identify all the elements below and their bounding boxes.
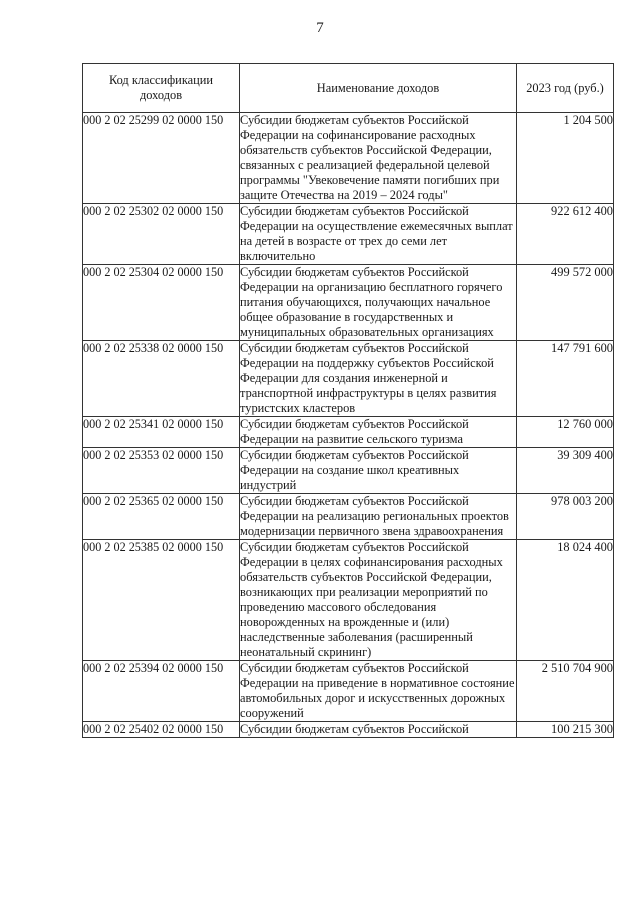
amount: 100 215 300	[517, 722, 614, 738]
revenue-name: Субсидии бюджетам субъектов Российской Федерации на создание школ креативных индустрий	[240, 448, 517, 494]
table-row	[83, 494, 614, 540]
page-number: 7	[316, 20, 324, 36]
table-row	[83, 722, 614, 738]
classification-code: 000 2 02 25302 02 0000 150	[83, 204, 240, 265]
revenue-name: Субсидии бюджетам субъектов Российской Федерации на приведение в нормативное состояние автомобильных дорог и искусственных дорожных сооружений	[240, 661, 517, 722]
amount: 18 024 400	[517, 540, 614, 661]
table-row	[83, 265, 614, 341]
amount: 12 760 000	[517, 417, 614, 448]
revenue-name: Субсидии бюджетам субъектов Российской Федерации на развитие сельского туризма	[240, 417, 517, 448]
amount: 2 510 704 900	[517, 661, 614, 722]
revenue-name: Субсидии бюджетам субъектов Российской Федерации на поддержку субъектов Российской Федерации для создания инженерной и транспортной инфраструктуры в целях развития туристских кластеров	[240, 341, 517, 417]
classification-code: 000 2 02 25304 02 0000 150	[83, 265, 240, 341]
revenue-name: Субсидии бюджетам субъектов Российской Федерации на организацию бесплатного горячего питания обучающихся, получающих начальное общее образование в государственных и муниципальных образовательных организациях	[240, 265, 517, 341]
amount: 147 791 600	[517, 341, 614, 417]
table-row	[83, 113, 614, 204]
classification-code: 000 2 02 25338 02 0000 150	[83, 341, 240, 417]
column-header-amount: 2023 год (руб.)	[517, 64, 614, 113]
revenue-name: Субсидии бюджетам субъектов Российской Федерации на реализацию региональных проектов модернизации первичного звена здравоохранения	[240, 494, 517, 540]
classification-code: 000 2 02 25353 02 0000 150	[83, 448, 240, 494]
revenue-name: Субсидии бюджетам субъектов Российской Федерации в целях софинансирования расходных обязательств субъектов Российской Федерации, возникающих при реализации мероприятий по проведению массового обследования новорожденных на врожденные и (или) наследственные заболевания (расширенный неонатальный скрининг)	[240, 540, 517, 661]
table-row	[83, 448, 614, 494]
classification-code: 000 2 02 25402 02 0000 150	[83, 722, 240, 738]
table-row	[83, 417, 614, 448]
amount: 39 309 400	[517, 448, 614, 494]
table-row	[83, 204, 614, 265]
classification-code: 000 2 02 25385 02 0000 150	[83, 540, 240, 661]
classification-code: 000 2 02 25394 02 0000 150	[83, 661, 240, 722]
amount: 922 612 400	[517, 204, 614, 265]
revenue-table	[82, 63, 614, 738]
amount: 978 003 200	[517, 494, 614, 540]
revenue-name: Субсидии бюджетам субъектов Российской	[240, 722, 517, 738]
column-header-code: Код классификации доходов	[83, 64, 240, 113]
classification-code: 000 2 02 25365 02 0000 150	[83, 494, 240, 540]
amount: 1 204 500	[517, 113, 614, 204]
revenue-name: Субсидии бюджетам субъектов Российской Федерации на софинансирование расходных обязательств субъектов Российской Федерации, связанных с реализацией федеральной целевой программы "Увековечение памяти погибших при защите Отечества на 2019 – 2024 годы"	[240, 113, 517, 204]
table-header-row	[83, 64, 614, 113]
table-row	[83, 540, 614, 661]
classification-code: 000 2 02 25299 02 0000 150	[83, 113, 240, 204]
table-row	[83, 661, 614, 722]
table-row	[83, 341, 614, 417]
column-header-name: Наименование доходов	[240, 64, 517, 113]
amount: 499 572 000	[517, 265, 614, 341]
revenue-name: Субсидии бюджетам субъектов Российской Федерации на осуществление ежемесячных выплат на детей в возрасте от трех до семи лет включительно	[240, 204, 517, 265]
classification-code: 000 2 02 25341 02 0000 150	[83, 417, 240, 448]
